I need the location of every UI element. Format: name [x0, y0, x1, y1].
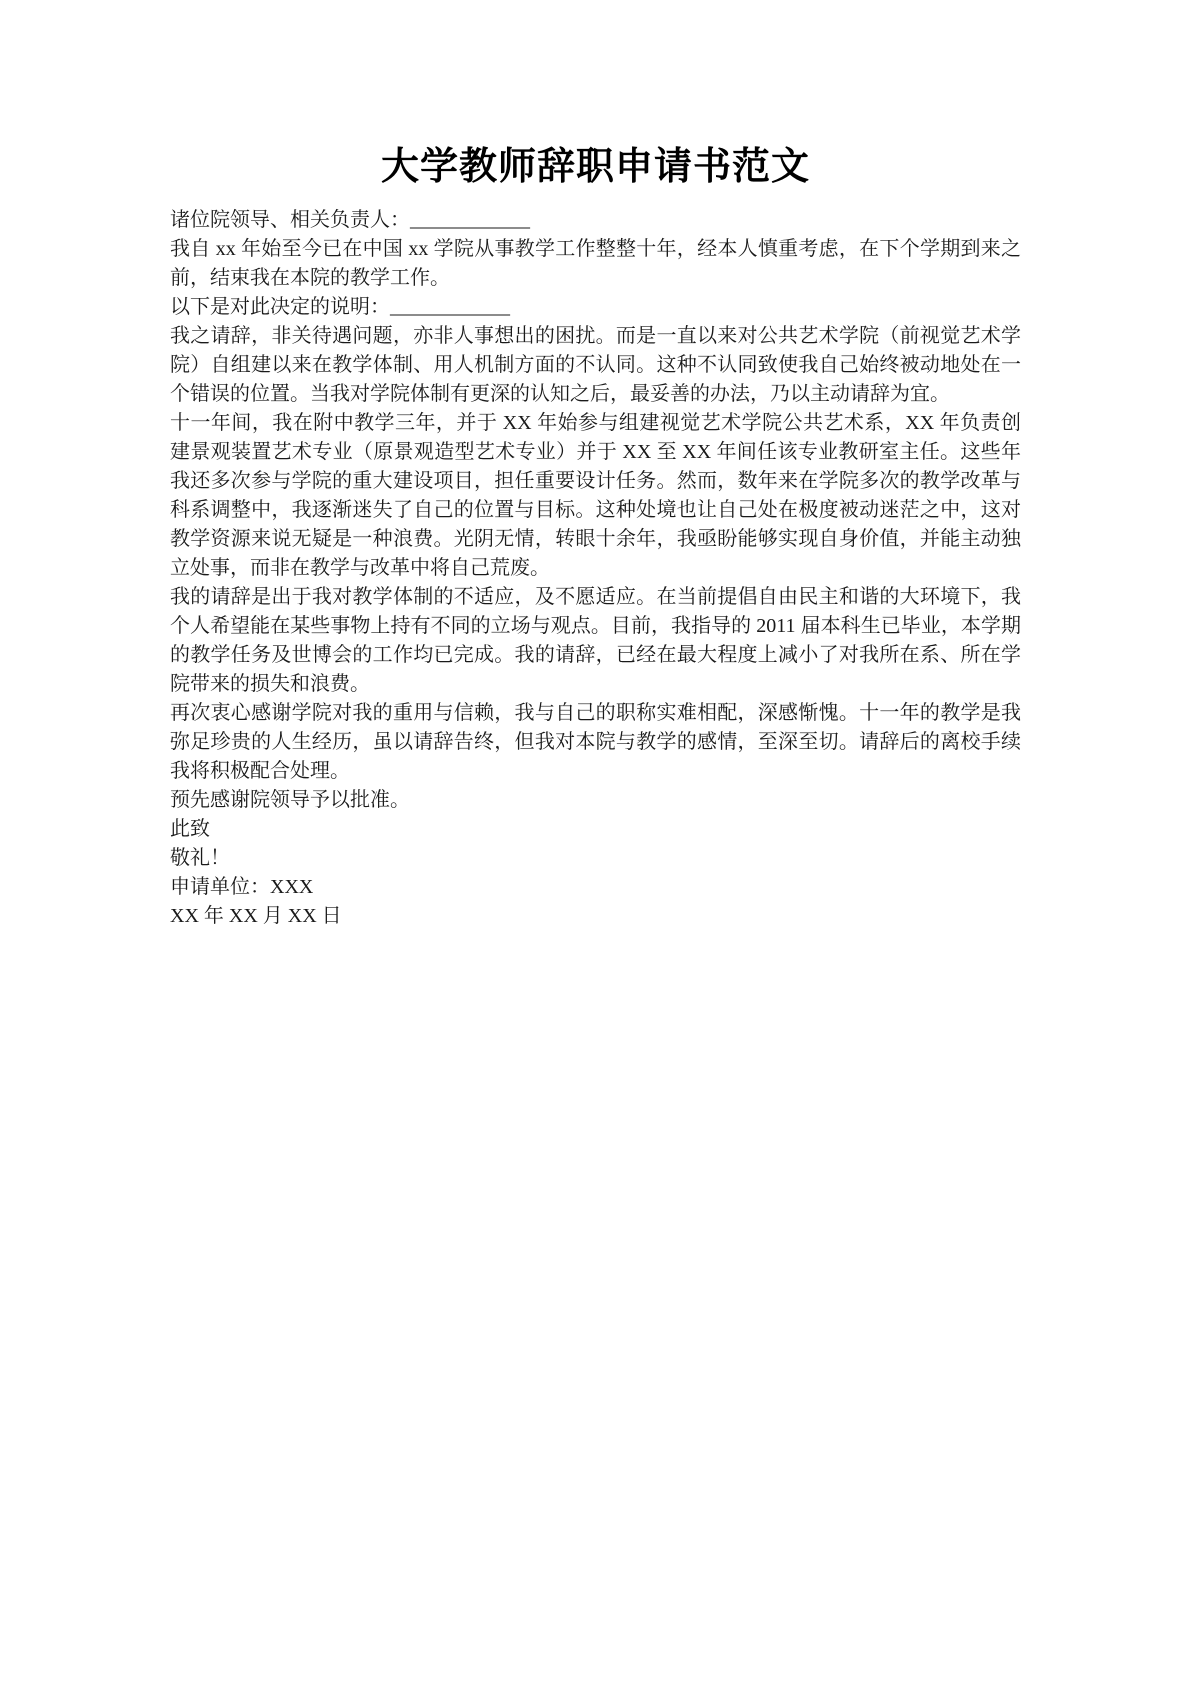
closing-salute-line: 敬礼！: [170, 847, 230, 869]
applicant-line: 申请单位：XXX: [170, 876, 314, 898]
gratitude-paragraph: 再次衷心感谢学院对我的重用与信赖，我与自己的职称实难相配，深感惭愧。十一年的教学是我弥足珍贵的人生经历，虽以请辞告终，但我对本院与教学的感情，至深至切。请辞后的离校手续我将积极配合处理。: [170, 702, 1021, 782]
approval-request-line: 预先感谢院领导予以批准。: [170, 789, 410, 811]
reason-paragraph-2: 十一年间，我在附中教学三年，并于 XX 年始参与组建视觉艺术学院公共艺术系，XX 年负责创建景观装置艺术专业（原景观造型艺术专业）并于 XX 至 XX 年间任该专业教研室主任。这些年我还多次参与学院的重大建设项目，担任重要设计任务。然而，数年来在学院多次的教学改革与科系调整中，我逐渐迷失了自己的位置与目标。这种处境也让自己处在极度被动迷茫之中，这对教学资源来说无疑是一种浪费。光阴无情，转眼十余年，我亟盼能够实现自身价值，并能主动独立处事，而非在教学与改革中将自己荒废。: [170, 412, 1021, 579]
salutation-line: 诸位院领导、相关负责人：____________: [170, 209, 530, 231]
date-line: XX 年 XX 月 XX 日: [170, 905, 342, 927]
reason-paragraph-1: 我之请辞，非关待遇问题，亦非人事想出的困扰。而是一直以来对公共艺术学院（前视觉艺术学院）自组建以来在教学体制、用人机制方面的不认同。这种不认同致使我自己始终被动地处在一个错误的位置。当我对学院体制有更深的认知之后，最妥善的办法，乃以主动请辞为宜。: [170, 325, 1021, 405]
closing-cizhi-line: 此致: [170, 818, 210, 840]
reason-paragraph-3: 我的请辞是出于我对教学体制的不适应，及不愿适应。在当前提倡自由民主和谐的大环境下，我个人希望能在某些事物上持有不同的立场与观点。目前，我指导的 2011 届本科生已毕业，本学期的教学任务及世博会的工作均已完成。我的请辞，已经在最大程度上减小了对我所在系、所在学院带来的损失和浪费。: [170, 586, 1021, 695]
document-title: 大学教师辞职申请书范文: [380, 146, 810, 188]
intro-paragraph: 我自 xx 年始至今已在中国 xx 学院从事教学工作整整十年，经本人慎重考虑，在下个学期到来之前，结束我在本院的教学工作。: [170, 238, 1021, 289]
document-body: [170, 206, 1021, 931]
explanation-heading: 以下是对此决定的说明：____________: [170, 296, 510, 318]
